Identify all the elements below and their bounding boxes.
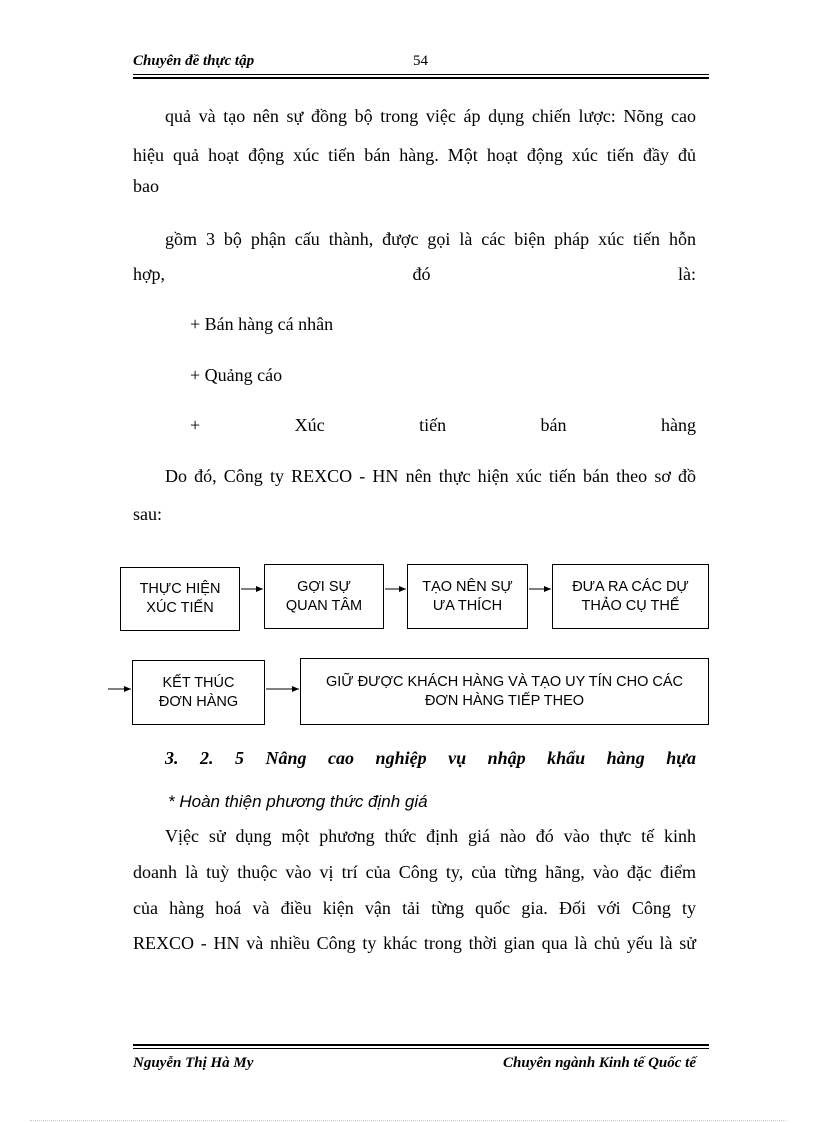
para1-line3: bao [133, 176, 159, 196]
flow-step2-line2: QUAN TÂM [285, 597, 363, 614]
header-title: Chuyên đề thực tập [133, 53, 255, 69]
para1-line1: quả và tạo nên sự đồng bộ trong việc áp dụng chiến lược: Nõng cao [165, 106, 696, 126]
para2-line1: gồm 3 bộ phận cấu thành, được gọi là các biện pháp xúc tiến hỗn [165, 229, 696, 249]
bullet-personal-selling: + Bán hàng cá nhân [190, 314, 334, 334]
footer-major: Chuyên ngành Kinh tế Quốc tế [503, 1055, 696, 1071]
flow-step4-line2: THẢO CỤ THỂ [581, 597, 680, 614]
footer-rule-thin [133, 1048, 709, 1049]
para1-line2: hiệu quả hoạt động xúc tiến bán hàng. Một hoạt động xúc tiến đầy đủ [133, 145, 696, 165]
flow-step1-line1: THỰC HIỆN [139, 581, 221, 597]
section-para-line2: doanh là tuỳ thuộc vào vị trí của Công ty, của từng hãng, vào đặc điểm [133, 862, 696, 882]
flow-step1-line2: XÚC TIẾN [146, 600, 214, 616]
bullet-advertising: + Quảng cáo [190, 365, 283, 385]
section-para-line3: của hàng hoá và điều kiện vận tải từng quốc gia. Đối với Công ty [133, 898, 696, 918]
section-subheading: * Hoàn thiện phương thức định giá [168, 792, 428, 811]
flow-step3-line2: ƯA THÍCH [432, 597, 503, 614]
para2-line2: hợp, đó là: [133, 264, 696, 284]
para3-line2: sau: [133, 504, 162, 524]
footer-author: Nguyễn Thị Hà My [133, 1055, 254, 1071]
page-edge-dots [30, 1120, 786, 1121]
section-para-line1: Vịệc sử dụng một phương thức định giá nào đó vào thực tế kinh [165, 826, 696, 846]
flow-step2-line1: GỢI SỰ [297, 578, 351, 595]
flow-step5-line1: KẾT THÚC [162, 674, 235, 691]
bullet-sales-promotion: + Xúc tiến bán hàng [190, 415, 696, 435]
para3-line1: Do đó, Công ty REXCO - HN nên thực hiện xúc tiến bán theo sơ đồ [165, 466, 696, 486]
flow-step4-line1: ĐƯA RA CÁC DỰ [572, 578, 689, 595]
footer-rule-thick [133, 1044, 709, 1046]
flow-step6-line2: ĐƠN HÀNG TIẾP THEO [424, 692, 585, 709]
page-number: 54 [413, 53, 428, 69]
flow-step6-line1: GIỮ ĐƯỢC KHÁCH HÀNG VÀ TẠO UY TÍN CHO CÁC [325, 673, 684, 690]
flow-step5-line2: ĐƠN HÀNG [158, 693, 239, 710]
flow-step3-line1: TẠO NÊN SỰ [422, 578, 513, 595]
section-heading: 3. 2. 5 Nâng cao nghiệp vụ nhập khẩu hàng hựa [165, 748, 696, 768]
section-para-line4: REXCO - HN và nhiều Công ty khác trong thời gian qua là chủ yếu là sử [133, 933, 696, 953]
